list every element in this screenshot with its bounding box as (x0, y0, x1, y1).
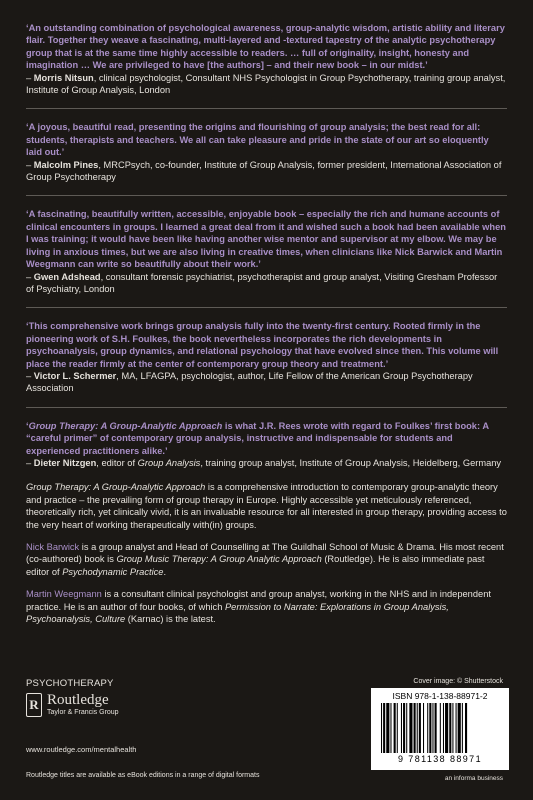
endorser-name: Victor L. Schermer (33, 370, 117, 381)
book-title: Group Therapy: A Group-Analytic Approach (28, 420, 223, 431)
quote-text: ‘An outstanding combination of psychological awareness, group-analytic wisdom, artistic ability and literary flair. Together they weave a fascinating, multi-layered and -textured tapestry of the analytic psychotherapy group that is at the same time highly accessible to readers. … full of originality, insight, honesty and imagination … We are privileged to have [the authors] – and their new book – in our midst.’ (26, 23, 505, 71)
endorser-name: Morris Nitsun (33, 72, 94, 83)
endorsement-quote (26, 320, 507, 394)
barcode-bar (462, 703, 463, 753)
barcode-bar (427, 703, 428, 753)
barcode-bar (409, 703, 412, 753)
ebook-note: Routledge titles are available as eBook editions in a range of digital formats (26, 772, 260, 779)
informa-tagline: an informa business (444, 775, 503, 782)
quote-text: ‘This comprehensive work brings group analysis fully into the twenty-first century. Rooted firmly in the pioneering work of S.H. Foulkes, the book nevertheless incorporates the rich developments in psychoanalysis, group dynamics, and relational psychology that have evolved since then. This volume will place the reader firmly at the center of contemporary group theory and treatment.’ (26, 321, 499, 369)
quote-attribution: – Gwen Adshead, consultant forensic psychiatrist, psychotherapist and group analyst, Visiting Gresham Professor of Psychiatry, London (26, 271, 498, 294)
endorser-name: Gwen Adshead (33, 271, 101, 282)
barcode-bar (443, 703, 444, 753)
barcode-bar (432, 703, 433, 753)
book-description: Group Therapy: A Group-Analytic Approach is a comprehensive introduction to contemporary group-analytic theory and practice – the prevailing form of group therapy in Europe. Highly accessible yet meticulously referenced, theoretically rich, yet clinically vivid, it is an invaluable resource for all interested in group therapy, providing access to the very heart of working therapeutically with(in) groups. (26, 482, 507, 530)
quote-attribution: – Victor L. Schermer, MA, LFAGPA, psychologist, author, Life Fellow of the American Group Psychotherapy Association (26, 370, 473, 394)
endorsement-quote (26, 420, 507, 470)
author-name: Martin Weegmann (26, 589, 102, 600)
barcode-digits: 9 781138 88971 (398, 754, 482, 764)
barcode-bar (429, 703, 431, 753)
quote-text: ‘A joyous, beautiful read, presenting the origins and flourishing of group analysis; the best read for all: students, therapists and teachers. We all can take pleasure and pride in the state of our art so eloquently laid out.’ (26, 122, 489, 158)
barcode-bar (401, 703, 402, 753)
barcode-bar (417, 703, 418, 753)
quote-text: ‘Group Therapy: A Group-Analytic Approach is what J.R. Rees wrote with regard to Foulkes’ first book: A “careful primer” of contemporary group analysis, instructive and indispensable for students and experienced practitioners alike.’ (26, 420, 489, 456)
publisher-logo (26, 693, 119, 717)
barcode-bar (452, 703, 453, 753)
publisher-name: Routledge (47, 692, 109, 708)
barcode-bar (456, 703, 457, 753)
isbn-number: ISBN 978-1-138-88971-2 (392, 691, 488, 701)
barcode-bar (445, 703, 448, 753)
divider (26, 307, 507, 308)
barcode-bar (390, 703, 391, 753)
endorser-name: Dieter Nitzgen (33, 457, 97, 468)
quote-attribution: – Dieter Nitzgen, editor of Group Analysis, training group analyst, Institute of Group Analysis, Heidelberg, Germany (26, 457, 502, 468)
isbn-barcode (371, 688, 509, 770)
endorsement-quote (26, 22, 507, 96)
subject-category: PSYCHOTHERAPY (26, 678, 114, 689)
barcode-bar (440, 703, 441, 753)
author-bio: Martin Weegmann is a consultant clinical psychologist and group analyst, working in the NHS and in independent practice. He is an author of four books, of which Permission to Narrate: Explorations in Group Analysis, Psychoanalysis, Culture (Karnac) is the latest. (26, 589, 491, 625)
barcode-bar (403, 703, 405, 753)
endorsement-quote (26, 208, 507, 295)
barcode-bar (406, 703, 407, 753)
divider (26, 108, 507, 109)
barcode-bar (435, 703, 437, 753)
barcode-bar (394, 703, 396, 753)
barcode-bar (381, 703, 382, 753)
barcode-bar (458, 703, 461, 753)
author-bio: Nick Barwick is a group analyst and Head of Counselling at The Guildhall School of Music & Drama. His most recent (co-authored) book is Group Music Therapy: A Group Analytic Approach (Routledge). He is also immediate past editor of Psychodynamic Practice. (26, 542, 504, 577)
book-title: Group Therapy: A Group-Analytic Approach (26, 482, 206, 493)
barcode-bar (386, 703, 389, 753)
quote-text: ‘A fascinating, beautifully written, accessible, enjoyable book – especially the rich and humane accounts of clinical encounters in groups. I learned a great deal from it and wished such a book had been available when I was training; it would have been like having another wise mentor and supervisor at my elbow. We may be living in anxious times, but we are also living in creative times, when clinicians like Nick Barwick and Martin Weegmann can write so beautifully about their work.’ (26, 209, 506, 270)
barcode-bar (423, 703, 424, 753)
barcode-bar (397, 703, 398, 753)
divider (26, 407, 507, 408)
barcode-bar (383, 703, 385, 753)
publisher-url[interactable]: www.routledge.com/mentalhealth (26, 745, 137, 754)
barcode-bar (414, 703, 416, 753)
barcode-bar (465, 703, 467, 753)
routledge-logo-icon: R (26, 693, 42, 717)
cover-image-credit: Cover image: © Shutterstock (413, 678, 503, 685)
publisher-group: Taylor & Francis Group (47, 709, 119, 716)
divider (26, 195, 507, 196)
barcode-bar (449, 703, 451, 753)
endorser-name: Malcolm Pines (33, 159, 99, 170)
author-name: Nick Barwick (26, 542, 80, 552)
quote-attribution: – Morris Nitsun, clinical psychologist, Consultant NHS Psychologist in Group Psychotherapy, training group analyst, Institute of Group Analysis, London (26, 72, 506, 96)
barcode-icon (377, 703, 503, 753)
endorsement-quote (26, 121, 507, 183)
quote-attribution: – Malcolm Pines, MRCPsych, co-founder, Institute of Group Analysis, former president, International Association of Group Psychotherapy (26, 159, 502, 183)
barcode-bar (419, 703, 421, 753)
